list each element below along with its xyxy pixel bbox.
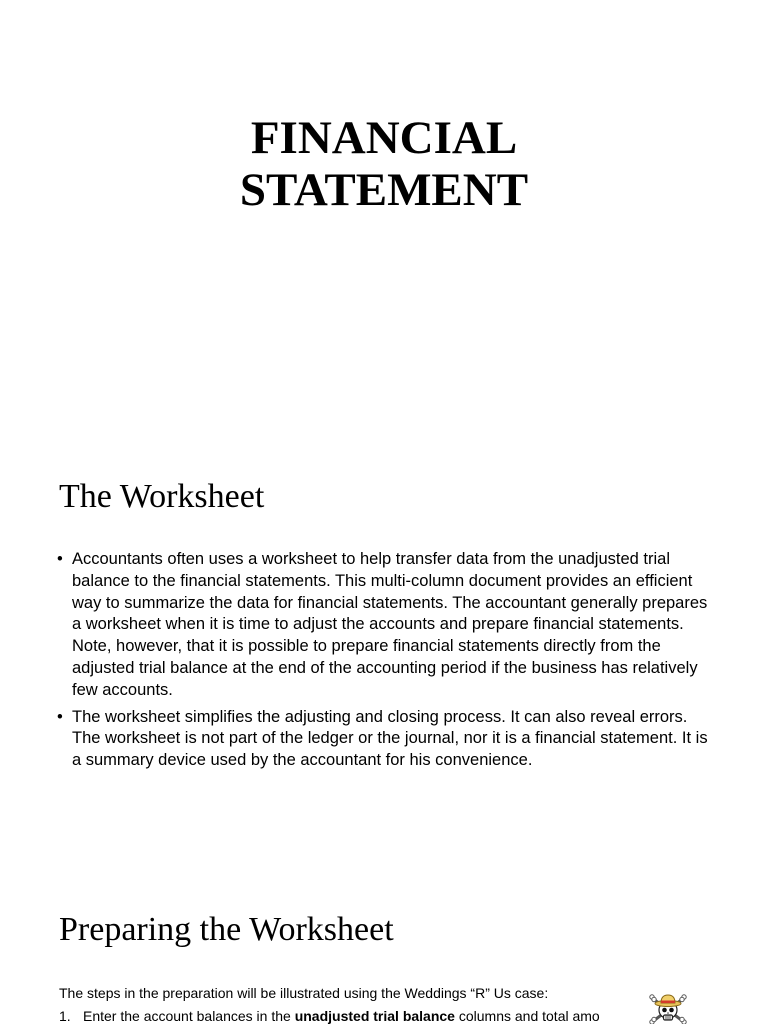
title-line-1: FINANCIAL — [250, 112, 518, 164]
list-item — [59, 1007, 689, 1025]
main-title — [0, 112, 768, 216]
preparing-steps-list — [59, 1007, 689, 1025]
bullet-text: Accountants often uses a worksheet to help transfer data from the unadjusted trial balance to the financial statements. This multi-column document provides an efficient way to summarize the data for financial statements. The accountant generally prepares a worksheet when it is time to adjust the accounts and prepare financial statements. Note, however, that it is possible to prepare financial statements directly from the adjusted trial balance at the end of the accounting period if the business has relatively few accounts. — [72, 550, 708, 699]
worksheet-bullet-list — [57, 549, 717, 777]
worksheet-heading: The Worksheet — [59, 478, 265, 515]
list-item — [57, 707, 717, 772]
step-text-before: Enter the account balances in the — [83, 1008, 295, 1024]
worksheet-slide — [0, 440, 768, 880]
step-text-bold: unadjusted trial balance — [294, 1008, 455, 1024]
preparing-heading: Preparing the Worksheet — [59, 911, 394, 948]
preparing-intro: The steps in the preparation will be illustrated using the Weddings “R” Us case: — [59, 985, 549, 1001]
bullet-dot: • — [57, 550, 63, 568]
bullet-dot: • — [57, 707, 63, 726]
title-slide — [0, 0, 768, 440]
step-number: 1. — [59, 1008, 71, 1024]
bullet-text: The worksheet simplifies the adjusting and closing process. It can also reveal errors. The worksheet is not part of the ledger or the journal, nor it is a financial statement. It is a summary device used by the accountant for his convenience. — [72, 707, 708, 770]
list-item — [57, 549, 717, 702]
step-text-after: columns and total amo — [454, 1008, 600, 1024]
skull-crossbones-straw-hat-icon — [648, 990, 688, 1024]
title-line-2: STATEMENT — [239, 164, 529, 216]
